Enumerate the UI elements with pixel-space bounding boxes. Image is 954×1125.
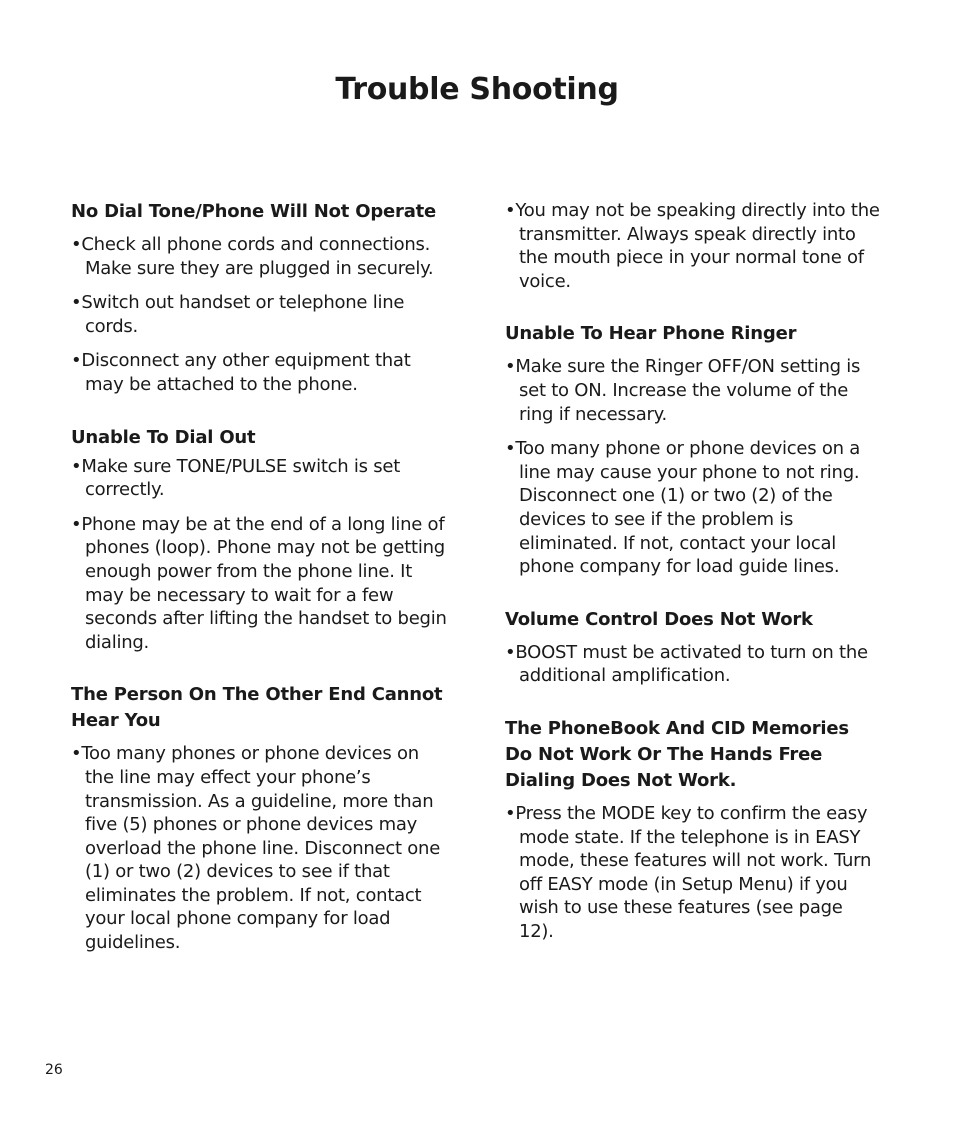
section-unable-to-dial-out [71,425,451,655]
bullet-item: •Make sure TONE/PULSE switch is set correctly. [71,455,401,501]
section-volume-control [505,607,880,688]
section-heading: Volume Control Does Not Work [505,608,813,630]
section-phone-ringer [505,321,880,578]
bullet-item: •Press the MODE key to confirm the easy mode state. If the telephone is in EASY mode, these features will not work. Turn off EASY mode (in Setup Menu) if you wish to use these features (see page 12). [505,802,872,942]
section-heading: The PhoneBook And CID Memories Do Not Work Or The Hands Free Dialing Does Not Work. [505,717,849,791]
bullet-item: •Check all phone cords and connections. Make sure they are plugged in securely. [71,234,434,279]
section-heading: Unable To Dial Out [71,426,256,448]
section-heading: No Dial Tone/Phone Will Not Operate [71,201,437,222]
bullet-item: •Make sure the Ringer OFF/ON setting is set to ON. Increase the volume of the ring if necessary. [505,356,861,425]
bullet-item: •BOOST must be activated to turn on the additional amplification. [505,641,868,687]
page-title: Trouble Shooting [335,72,619,107]
section-no-dial-tone [71,199,451,397]
section-heading: Unable To Hear Phone Ringer [505,323,797,345]
section-phonebook-cid [505,716,880,944]
bullet-item: •Too many phone or phone devices on a line may cause your phone to not ring. Disconnect one (1) or two (2) of the devices to see if the problem is eliminated. If not, contact your local phone company for load guide lines. [505,438,861,578]
bullet-item: •Disconnect any other equipment that may be attached to the phone. [71,350,411,395]
section-cannot-hear-you [71,682,451,954]
bullet-item: •You may not be speaking directly into the transmitter. Always speak directly into the mouth piece in your normal tone of voice. [505,200,880,292]
right-column [505,199,880,954]
bullet-item: •Too many phones or phone devices on the line may effect your phone’s transmission. As a guideline, more than five (5) phones or phone devices may overload the phone line. Disconnect one (1) or two (2) devices to see if that eliminates the problem. If not, contact your local phone company for load guidelines. [71,743,441,954]
page-number: 26 [45,1062,63,1078]
section-heading: The Person On The Other End Cannot Hear You [71,684,443,732]
bullet-item: •Phone may be at the end of a long line of phones (loop). Phone may not be getting enough power from the phone line. It may be necessary to wait for a few seconds after lifting the handset to begin dialing. [71,513,447,653]
section-continued [505,199,880,293]
bullet-item: •Switch out handset or telephone line cords. [71,292,405,337]
left-column [71,199,451,966]
